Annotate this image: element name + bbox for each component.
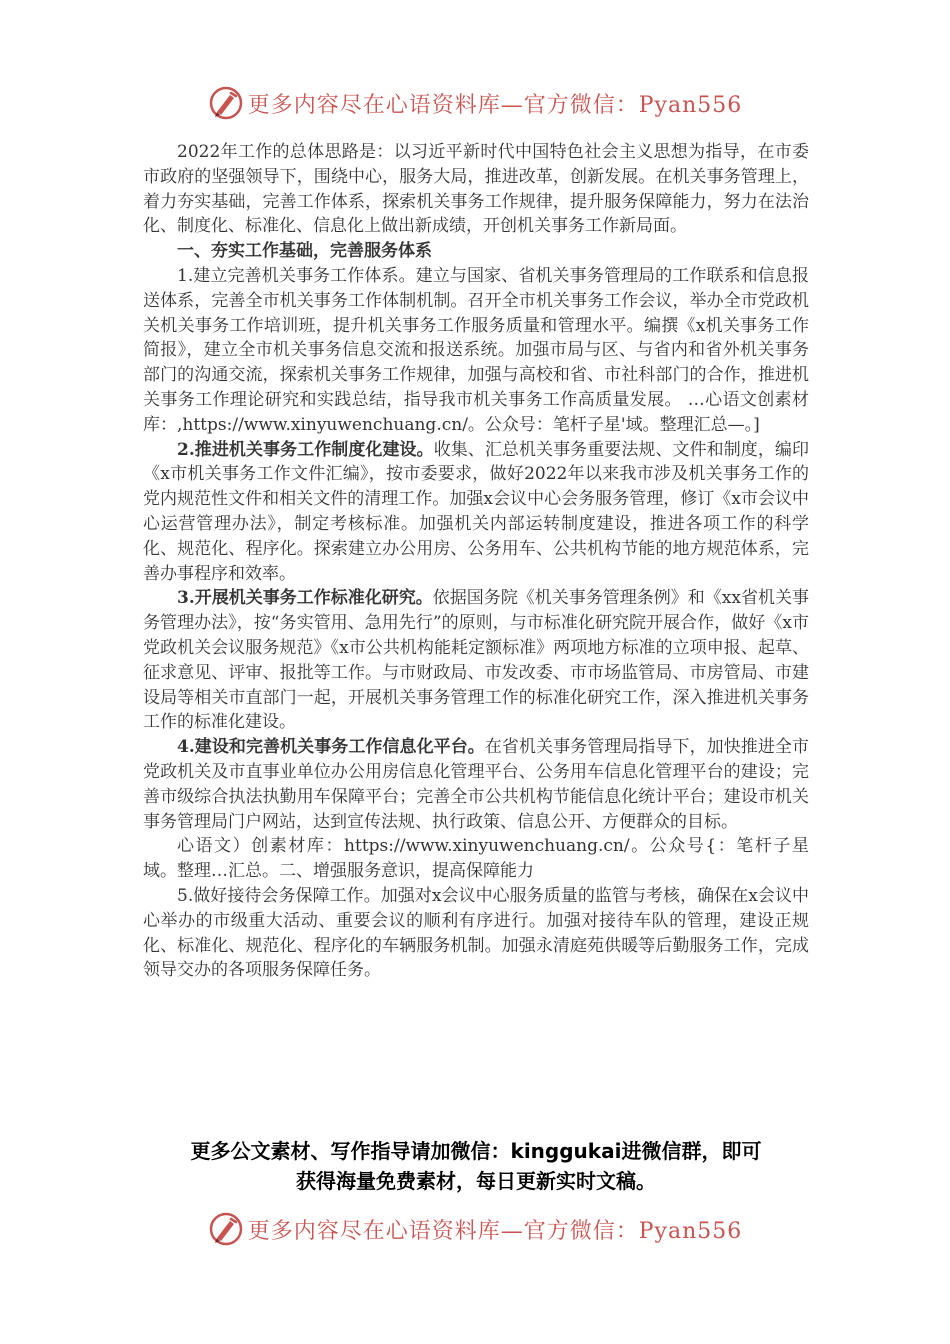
promo-line-1: 更多公文素材、写作指导请加微信：kinggukai进微信群，即可: [190, 1139, 762, 1163]
header-banner: [0, 80, 950, 126]
item-2-paragraph: [143, 438, 809, 587]
pen-circle-logo-icon: [208, 85, 244, 121]
header-banner-text: 更多内容尽在心语资料库—官方微信：Pyan556: [247, 92, 743, 118]
section-heading-1: 一、夯实工作基础，完善服务体系: [177, 241, 432, 262]
watermark-paragraph: 心语文）创素材库：https://www.xinyuwenchuang.cn/。公众号{：笔杆子星域。整理…汇总。二、增强服务意识，提高保障能力: [143, 836, 809, 882]
promo-line-2: 获得海量免费素材，每日更新实时文稿。: [296, 1169, 656, 1193]
item-1-paragraph: 1.建立完善机关事务工作体系。建立与国家、省机关事务管理局的工作联系和信息报送体系，完善全市机关事务工作体制机制。召开全市机关事务工作会议，举办全市党政机关机关事务工作培训班，提升机关事务工作服务质量和管理水平。编撰《x机关事务工作简报》，建立全市机关事务信息交流和报送系统。加强市局与区、与省内和省外机关事务部门的沟通交流，探索机关事务工作规律，加强与高校和省、市社科部门的合作，推进机关事务工作理论研究和实践总结，指导我市机关事务工作高质量发展。 …心语文创素材库：,https://www.xinyuwenchuang.cn/。公众号：笔杆子星'域。整理汇总—。]: [143, 265, 809, 435]
footer-banner-text: 更多内容尽在心语资料库—官方微信：Pyan556: [247, 1218, 743, 1244]
item-4-title: 4.建设和完善机关事务工作信息化平台。: [177, 737, 485, 758]
footer-banner: [0, 1206, 950, 1252]
item-2-title: 2.推进机关事务工作制度化建设。: [177, 439, 434, 460]
item-5-paragraph: 5.做好接待会务保障工作。加强对x会议中心服务质量的监管与考核，确保在x会议中心举办的市级重大活动、重要会议的顺利有序进行。加强对接待车队的管理，建设正规化、标准化、规范化、程序化的车辆服务机制。加强永清庭苑供暖等后勤服务工作，完成领导交办的各项服务保障任务。: [143, 885, 809, 981]
item-3-paragraph: [143, 586, 809, 735]
item-3-text: 依据国务院《机关事务管理条例》和《xx省机关事务管理办法》，按“务实管用、急用先行”的原则，与市标准化研究院开展合作，做好《x市党政机关会议服务规范》《x市公共机构能耗定额标准》两项地方标准的立项申报、起草、征求意见、评审、报批等工作。与市财政局、市发改委、市市场监管局、市房管局、市建设局等相关市直部门一起，开展机关事务管理工作的标准化研究工作，深入推进机关事务工作的标准化建设。: [143, 588, 809, 733]
pen-circle-logo-icon: [208, 1211, 244, 1247]
promo-block: [143, 1136, 809, 1196]
item-4-text: 在省机关事务管理局指导下，加快推进全市党政机关及市直事业单位办公用房信息化管理平台、公务用车信息化管理平台的建设；完善市级综合执法执勤用车保障平台；完善全市公共机构节能信息化统计平台；建设市机关事务管理局门户网站，达到宣传法规、执行政策、信息公开、方便群众的目标。: [143, 737, 809, 832]
item-4-paragraph: [143, 735, 809, 834]
intro-paragraph: 2022年工作的总体思路是：以习近平新时代中国特色社会主义思想为指导，在市委市政府的坚强领导下，围绕中心，服务大局，推进改革，创新发展。在机关事务管理上，着力夯实基础，完善工作体系，探索机关事务工作规律，提升服务保障能力，努力在法治化、制度化、标准化、信息化上做出新成绩，开创机关事务工作新局面。: [143, 142, 809, 237]
item-3-title: 3.开展机关事务工作标准化研究。: [177, 588, 433, 609]
document-body: [143, 140, 809, 983]
item-2-text: 收集、汇总机关事务重要法规、文件和制度，编印《x市机关事务工作文件汇编》，按市委要求，做好2022年以来我市涉及机关事务工作的党内规范性文件和相关文件的清理工作。加强x会议中心会务服务管理，修订《x市会议中心运营管理办法》，制定考核标准。加强机关内部运转制度建设，推进各项工作的科学化、规范化、程序化。探索建立办公用房、公务用车、公共机构节能的地方规范体系，完善办事程序和效率。: [143, 439, 809, 584]
